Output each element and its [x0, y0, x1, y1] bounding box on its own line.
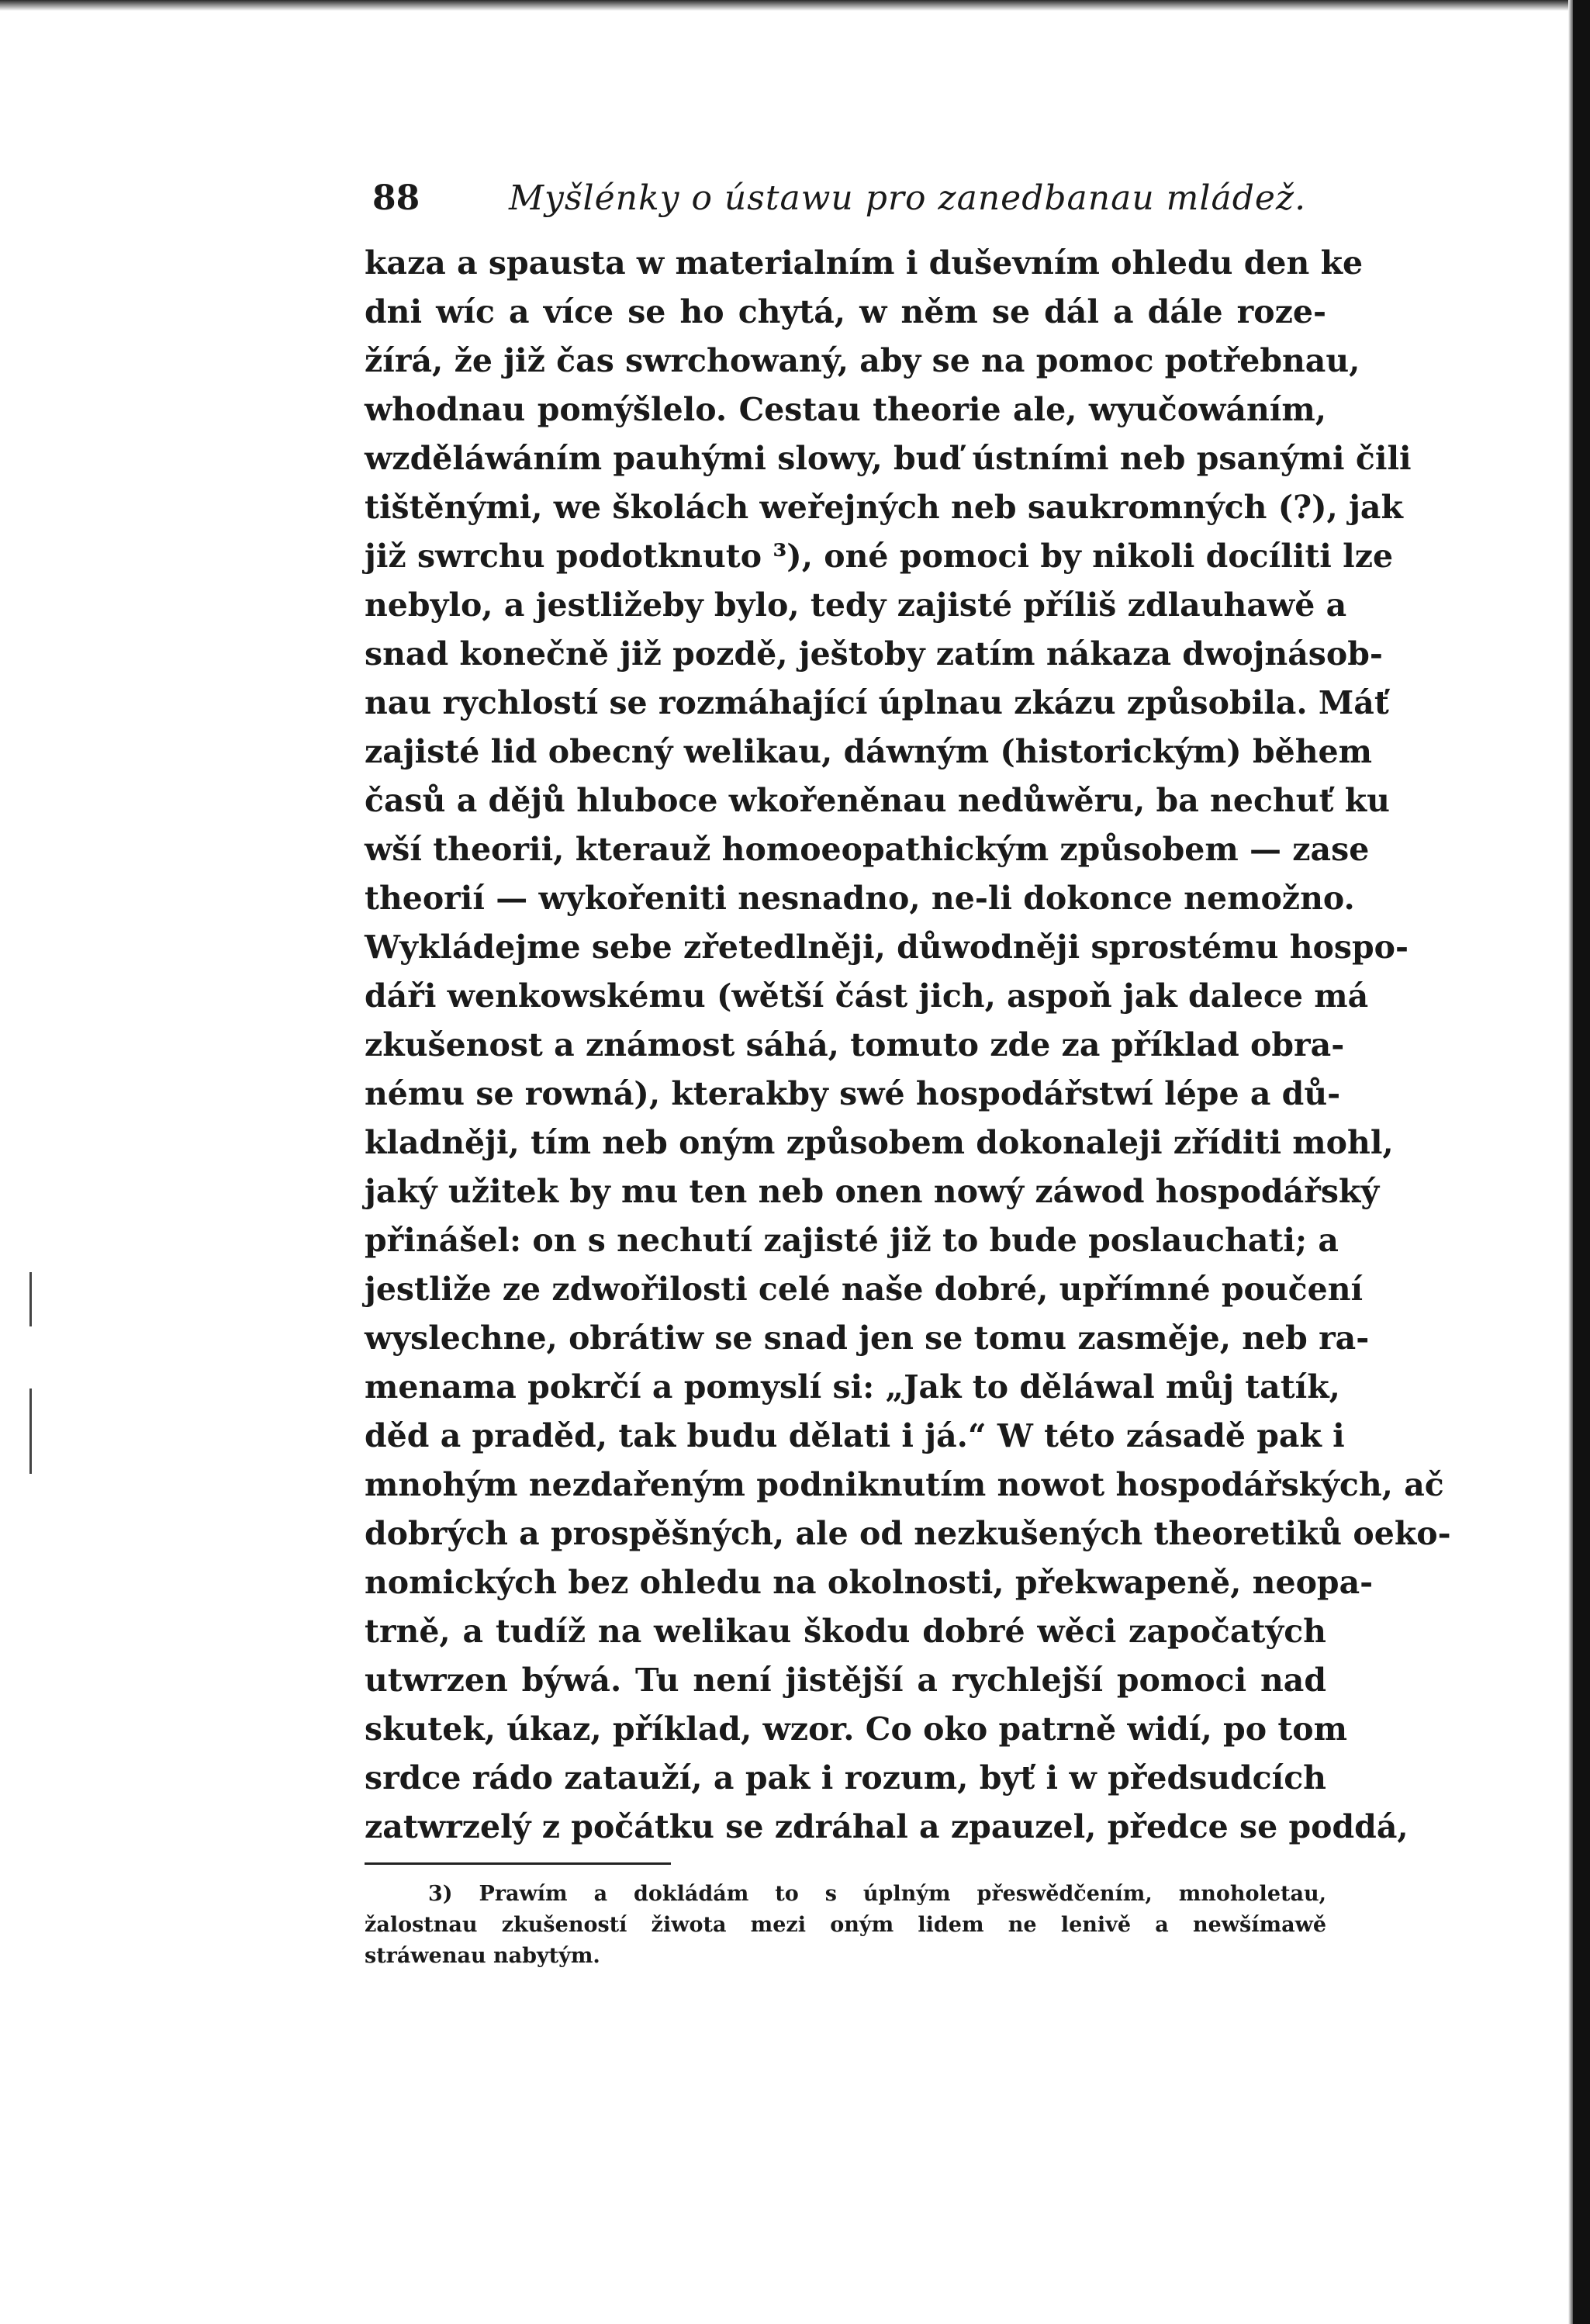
- footnote: [365, 1879, 1326, 1972]
- text-line: dobrých a prospěšných, ale od nezkušených theoretiků oeko-: [365, 1515, 1451, 1552]
- text-line: tištěnými, we školách weřejných neb saukromných (?), jak: [365, 489, 1403, 526]
- footnote-line: žalostnau zkušeností žiwota mezi oným lidem ne lenivě a newšímawě: [365, 1913, 1326, 1937]
- text-line: zajisté lid obecný welikau, dáwným (historickým) během: [365, 733, 1372, 770]
- text-line: děd a praděd, tak budu dělati i já.“ W této zásadě pak i: [365, 1417, 1345, 1454]
- footnote-rule: [365, 1862, 671, 1865]
- text-line: menama pokrčí a pomyslí si: „Jak to děláwal můj tatík,: [365, 1368, 1340, 1406]
- text-line: Wykládejme sebe zřetedlněji, důwodněji sprostému hospo-: [365, 929, 1409, 966]
- text-line: wší theorii, kterauž homoeopathickým způsobem — zase: [365, 831, 1370, 868]
- body-text: [365, 239, 1451, 1852]
- text-line: jestliže ze zdwořilosti celé naše dobré, upřímné poučení: [365, 1271, 1364, 1308]
- text-line: wyslechne, obrátiw se snad jen se tomu zasměje, neb ra-: [365, 1319, 1370, 1357]
- text-line: nému se rowná), kterakby swé hospodářstwí lépe a dů-: [365, 1075, 1341, 1112]
- text-line: přinášel: on s nechutí zajisté již to bude poslauchati; a: [365, 1222, 1339, 1259]
- text-line: zatwrzelý z počátku se zdráhal a zpauzel, předce se poddá,: [365, 1808, 1409, 1845]
- text-line: časů a dějů hluboce wkořeněnau nedůwěru, ba nechuť ku: [365, 782, 1390, 819]
- book-page: [365, 178, 1451, 1972]
- text-line: nau rychlostí se rozmáhající úplnau zkázu způsobila. Máť: [365, 684, 1389, 721]
- scan-top-edge: [0, 0, 1590, 11]
- footnote-line: 3) Prawím a dokládám to s úplným přeswědčením, mnoholetau,: [428, 1882, 1326, 1906]
- text-line: kladněji, tím neb oným způsobem dokonaleji zříditi mohl,: [365, 1124, 1394, 1161]
- text-line: nebylo, a jestližeby bylo, tedy zajisté příliš zdlauhawě a: [365, 586, 1347, 624]
- text-line: skutek, úkaz, příklad, wzor. Co oko patrně widí, po tom: [365, 1710, 1347, 1748]
- text-line: jaký užitek by mu ten neb onen nowý záwod hospodářský: [365, 1173, 1380, 1210]
- text-line: mnohým nezdařeným podniknutím nowot hospodářských, ač: [365, 1466, 1444, 1503]
- text-line: nomických bez ohledu na okolnosti, překwapeně, neopa-: [365, 1564, 1374, 1601]
- text-line: srdce rádo zatauží, a pak i rozum, byť i w předsudcích: [365, 1759, 1326, 1797]
- page-number: 88: [372, 178, 420, 218]
- running-title: Myšlénky o ústawu pro zanedbanau mládež.: [509, 178, 1307, 218]
- text-line: whodnau pomýšlelo. Cestau theorie ale, wyučowáním,: [365, 391, 1326, 428]
- margin-mark: [29, 1389, 32, 1474]
- text-line: dni wíc a více se ho chytá, w něm se dál a dále roze-: [365, 293, 1326, 330]
- text-line: zkušenost a známost sáhá, tomuto zde za příklad obra-: [365, 1026, 1345, 1063]
- text-line: snad konečně již pozdě, ještoby zatím nákaza dwojnásob-: [365, 635, 1383, 673]
- text-line: utwrzen býwá. Tu není jistější a rychlejší pomoci nad: [365, 1662, 1326, 1699]
- text-line: trně, a tudíž na welikau škodu dobré wěci započatých: [365, 1613, 1326, 1650]
- margin-mark: [29, 1272, 32, 1326]
- footnote-line: stráwenau nabytým.: [365, 1944, 600, 1968]
- text-line: dáři wenkowskému (wětší část jich, aspoň jak dalece má: [365, 977, 1369, 1015]
- text-line: theorií — wykořeniti nesnadno, ne-li dokonce nemožno.: [365, 880, 1355, 917]
- scan-right-edge: [1573, 0, 1590, 2324]
- text-line: žírá, že již čas swrchowaný, aby se na pomoc potřebnau,: [365, 342, 1360, 379]
- text-line: již swrchu podotknuto ³), oné pomoci by nikoli docíliti lze: [365, 538, 1394, 575]
- running-head: [365, 178, 1326, 233]
- text-line: kaza a spausta w materialním i duševním ohledu den ke: [365, 244, 1364, 282]
- text-line: wzděláwáním pauhými slowy, buď ústními neb psanými čili: [365, 440, 1412, 477]
